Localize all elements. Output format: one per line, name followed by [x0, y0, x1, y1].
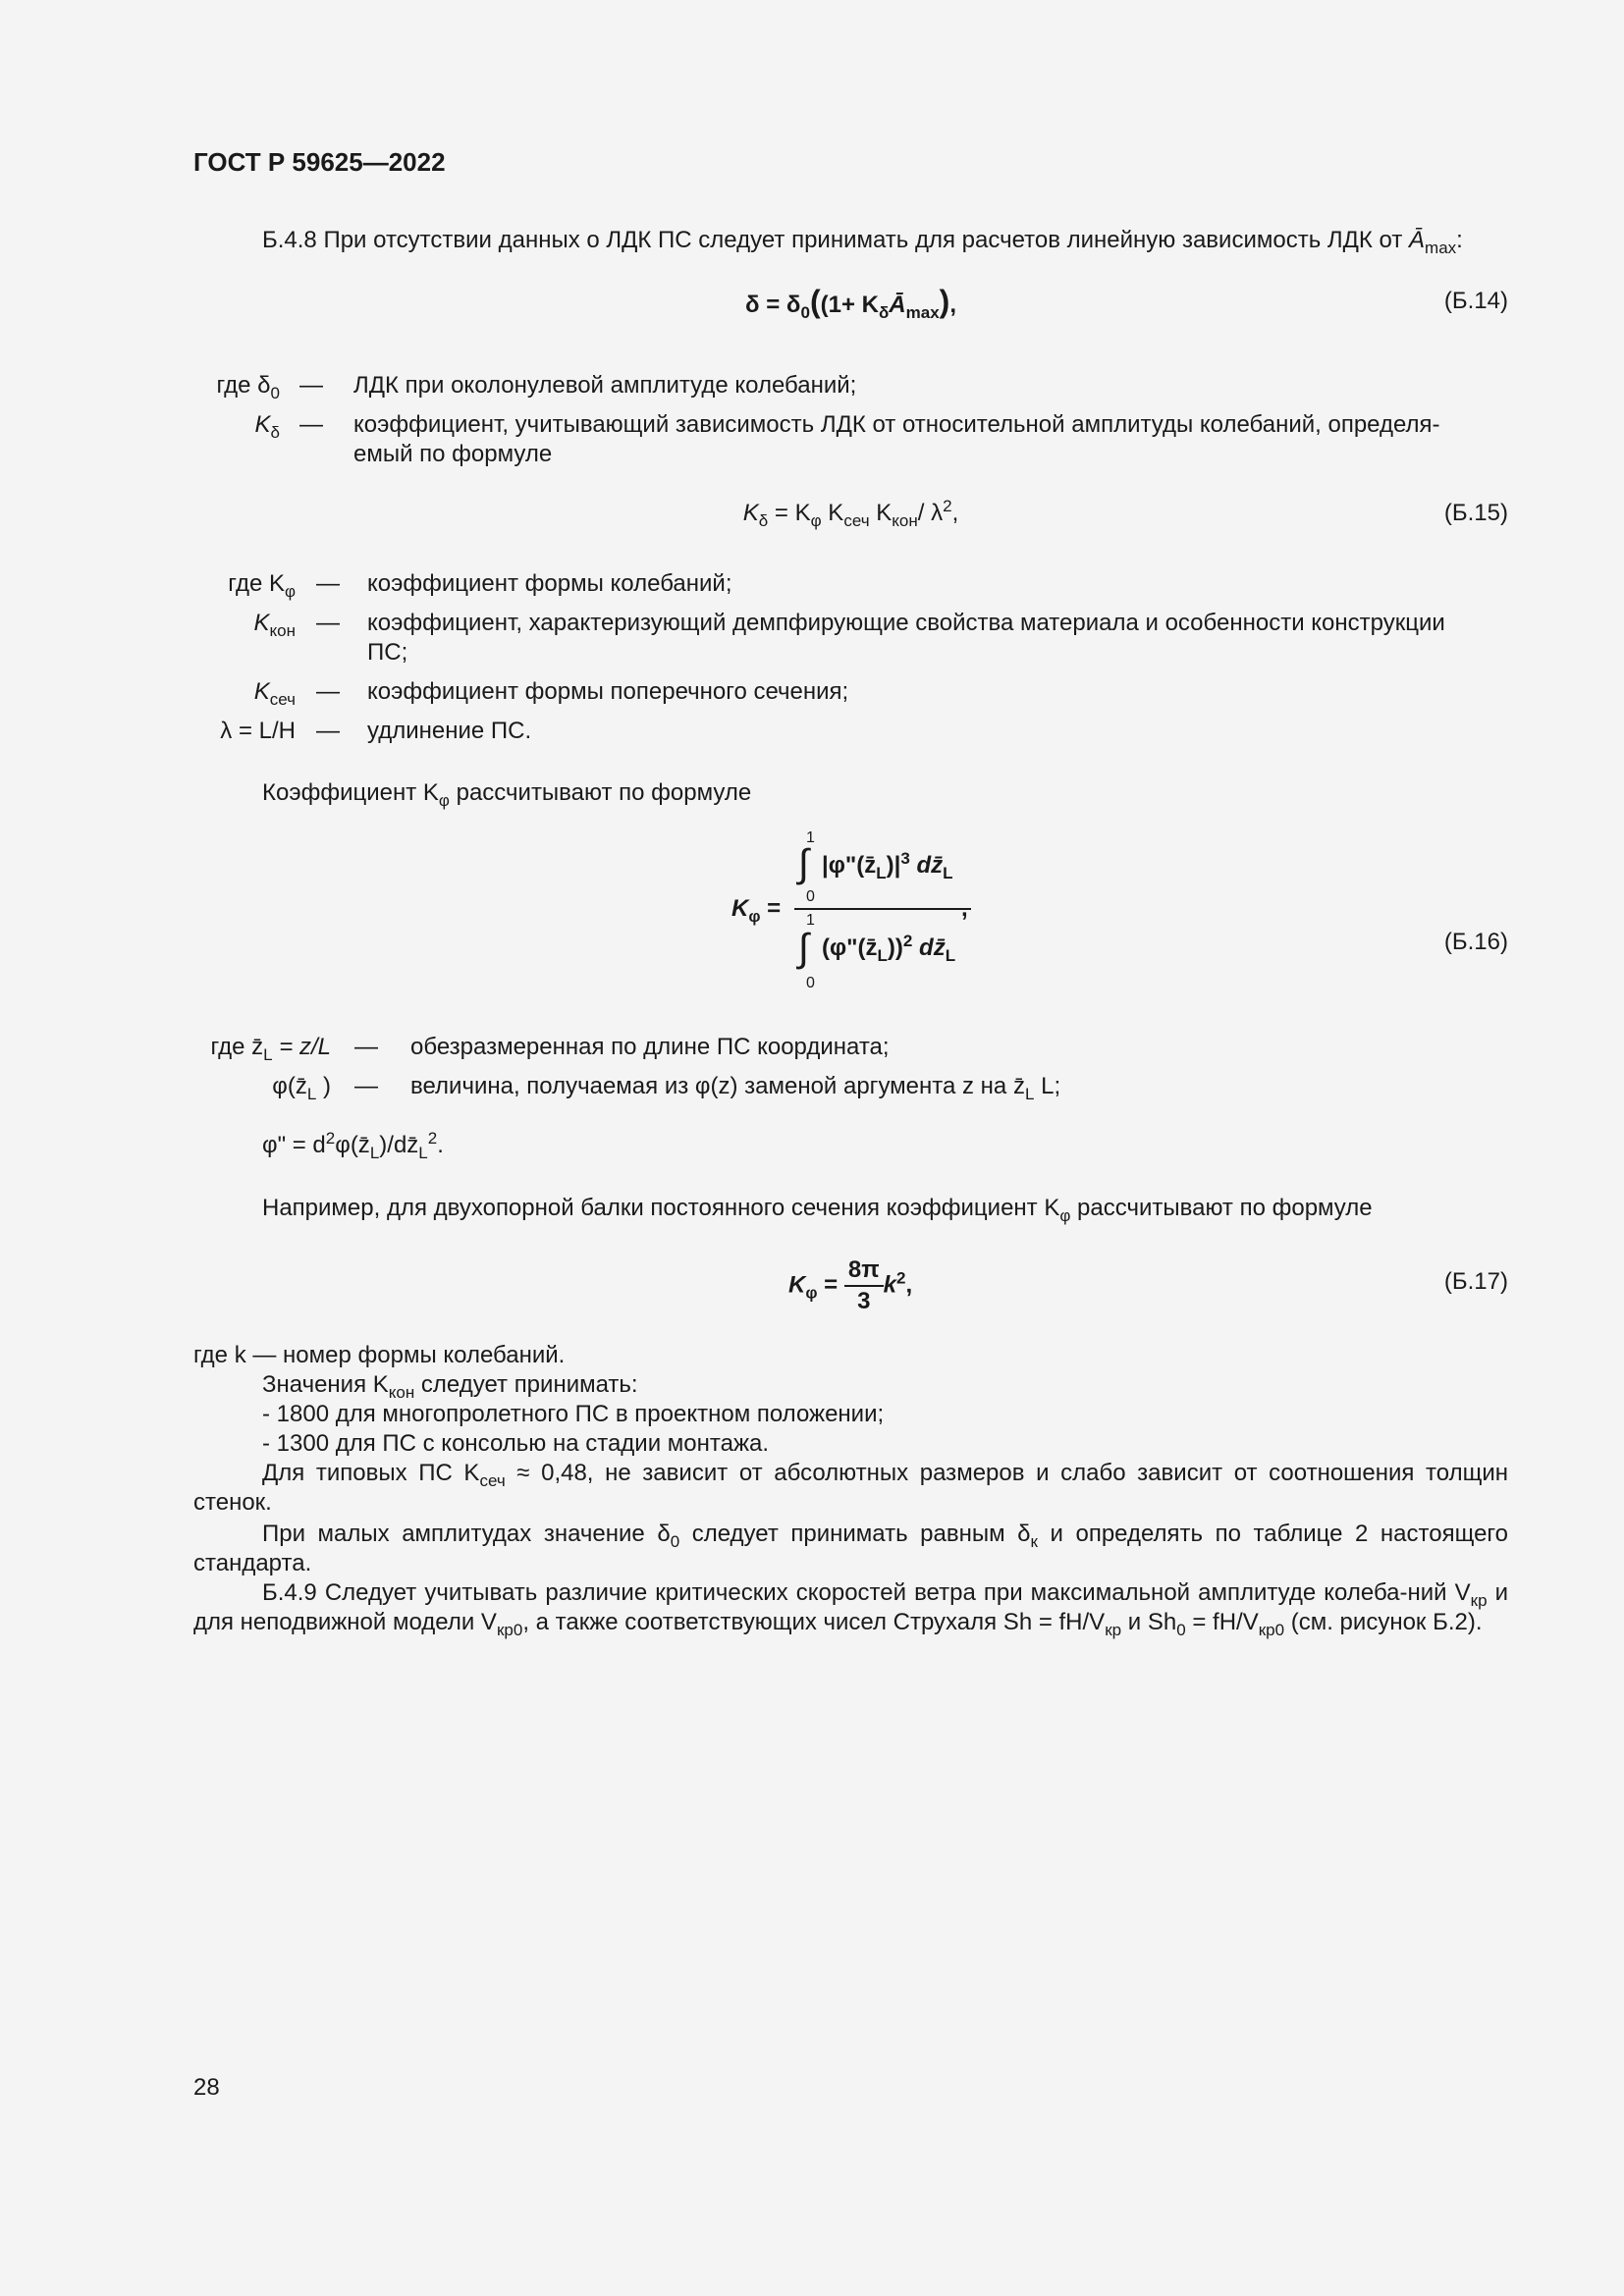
paragraph-kon: Значения $K_{кон}$ следует принимать:: [262, 1371, 638, 1402]
def-text-ksech: коэффициент формы поперечного сечения;: [367, 678, 849, 705]
def-dash: —: [316, 570, 340, 597]
def-dash: —: [316, 610, 340, 636]
equation-b16-number: (Б.16): [1443, 929, 1508, 955]
def-symbol-kkon: $K_{кон}$: [253, 610, 296, 640]
paragraph-sech: Для типовых ПС $K_{сеч} \approx 0,48$, не зависит от абсолютных размеров и слабо зависит от соотношения толщин стенок.: [193, 1460, 1508, 1516]
def-symbol-phi-zl: $\varphi(z̄_L$ ): [272, 1073, 331, 1103]
equation-b17-number: (Б.17): [1443, 1268, 1508, 1295]
equation-b16-fraction: [794, 829, 971, 996]
def-text-zl: обезразмеренная по длине ПС координата;: [410, 1034, 890, 1060]
def-symbol-kphi: где $K_\varphi$: [228, 570, 296, 601]
equation-b16: [193, 829, 1508, 996]
equation-b16-denominator: 1 ∫ 0 $(\varphi"(z̄_L))^2$ $dz̄_L$: [798, 912, 956, 991]
paragraph-b49: Б.4.9 Следует учитывать различие критических скоростей ветра при максимальной амплитуде колеба-ний $V_{кр}$ и для неподвижной модели $V_{кр0}$, а также соответствующих чисел Струхаля $Sh = fH/V_{кр}$ и $Sh_0 = fH/V_{кр0}$ (см. рисунок Б.2).: [193, 1579, 1509, 1639]
definition-list-3: [193, 1033, 1508, 1111]
phi-second-derivative: φ" = $d^2\varphi(z̄_L)/dz̄_L^2$.: [262, 1129, 444, 1162]
def-text-lambda: удлинение ПС.: [367, 718, 532, 744]
document-header: ГОСТ Р 59625—2022: [193, 147, 446, 177]
equation-b14-body: $\delta = \delta_0((1+$ $K_\delta Ā_{max}$),: [745, 284, 956, 322]
def-dash: —: [299, 372, 323, 399]
def-text-phi-zl: величина, получаемая из φ(z) заменой аргумента z на $z̄_L$ L;: [410, 1073, 1061, 1103]
def-dash: —: [354, 1034, 378, 1060]
equation-b17: [193, 1252, 1508, 1330]
def-symbol-ksech: $K_{сеч}$: [253, 678, 296, 709]
def-text-kphi: коэффициент формы колебаний;: [367, 570, 732, 597]
def-text-delta0: ЛДК при околонулевой амплитуде колебаний;: [353, 372, 857, 399]
paragraph-1300: - 1300 для ПС с консолью на стадии монтажа.: [262, 1430, 770, 1457]
def-dash: —: [354, 1073, 378, 1099]
definition-list-1: [193, 371, 1508, 479]
equation-b16-comma: ,: [961, 895, 968, 922]
paragraph-k: где k — номер формы колебаний.: [193, 1342, 566, 1368]
paragraph-small-amplitudes: При малых амплитудах значение $\delta_0$ следует принимать равным $\delta_к$ и определять по таблице 2 настоящего стандарта.: [193, 1521, 1508, 1576]
def-symbol-kdelta: $K_\delta$: [254, 411, 280, 442]
def-text-kdelta: коэффициент, учитывающий зависимость ЛДК от относительной амплитуды колебаний, определя- емый по формуле: [353, 411, 1440, 467]
def-dash: —: [316, 718, 340, 744]
def-text-kkon: коэффициент, характеризующий демпфирующие свойства материала и особенности конструкции ПС;: [367, 610, 1445, 666]
def-dash: —: [299, 411, 323, 438]
def-symbol-zl: где $z̄_L = z/L$: [210, 1034, 331, 1064]
equation-b16-lhs: $K_\varphi$ =: [731, 895, 782, 926]
equation-b14: [193, 284, 1508, 346]
paragraph-example: Например, для двухопорной балки постоянного сечения коэффициент $K_\varphi$ рассчитывают по формуле: [262, 1195, 1373, 1225]
equation-b15-body: $K_\delta = K_\varphi$ $K_{сеч}$ $K_{кон}/$ $\lambda^2$,: [742, 497, 959, 530]
paragraph-kphi-intro: Коэффициент $K_\varphi$ рассчитывают по формуле: [262, 779, 752, 810]
equation-b16-numerator: 1 ∫ 0 $|\varphi"(z̄_L)|^3$ $dz̄_L$: [798, 829, 953, 905]
equation-b15: [193, 499, 1508, 558]
paragraph-b48: Б.4.8 При отсутствии данных о ЛДК ПС следует принимать для расчетов линейную зависимость ЛДК от $Ā_{max}$:: [262, 227, 1463, 257]
equation-b16-fraction-bar: [794, 908, 971, 910]
equation-b14-number: (Б.14): [1443, 288, 1508, 314]
paragraph-1800: - 1800 для многопролетного ПС в проектном положении;: [262, 1401, 885, 1427]
equation-b17-body: $K_\varphi$ = $\frac{8\pi}{3}$ $k^2$,: [788, 1256, 913, 1314]
def-symbol-delta0: где $\delta_0$: [216, 372, 280, 402]
equation-b15-number: (Б.15): [1443, 500, 1508, 526]
definition-list-2: [193, 569, 1508, 756]
def-symbol-lambda: λ = L/H: [220, 718, 296, 744]
def-dash: —: [316, 678, 340, 705]
page-number: 28: [193, 2074, 220, 2101]
